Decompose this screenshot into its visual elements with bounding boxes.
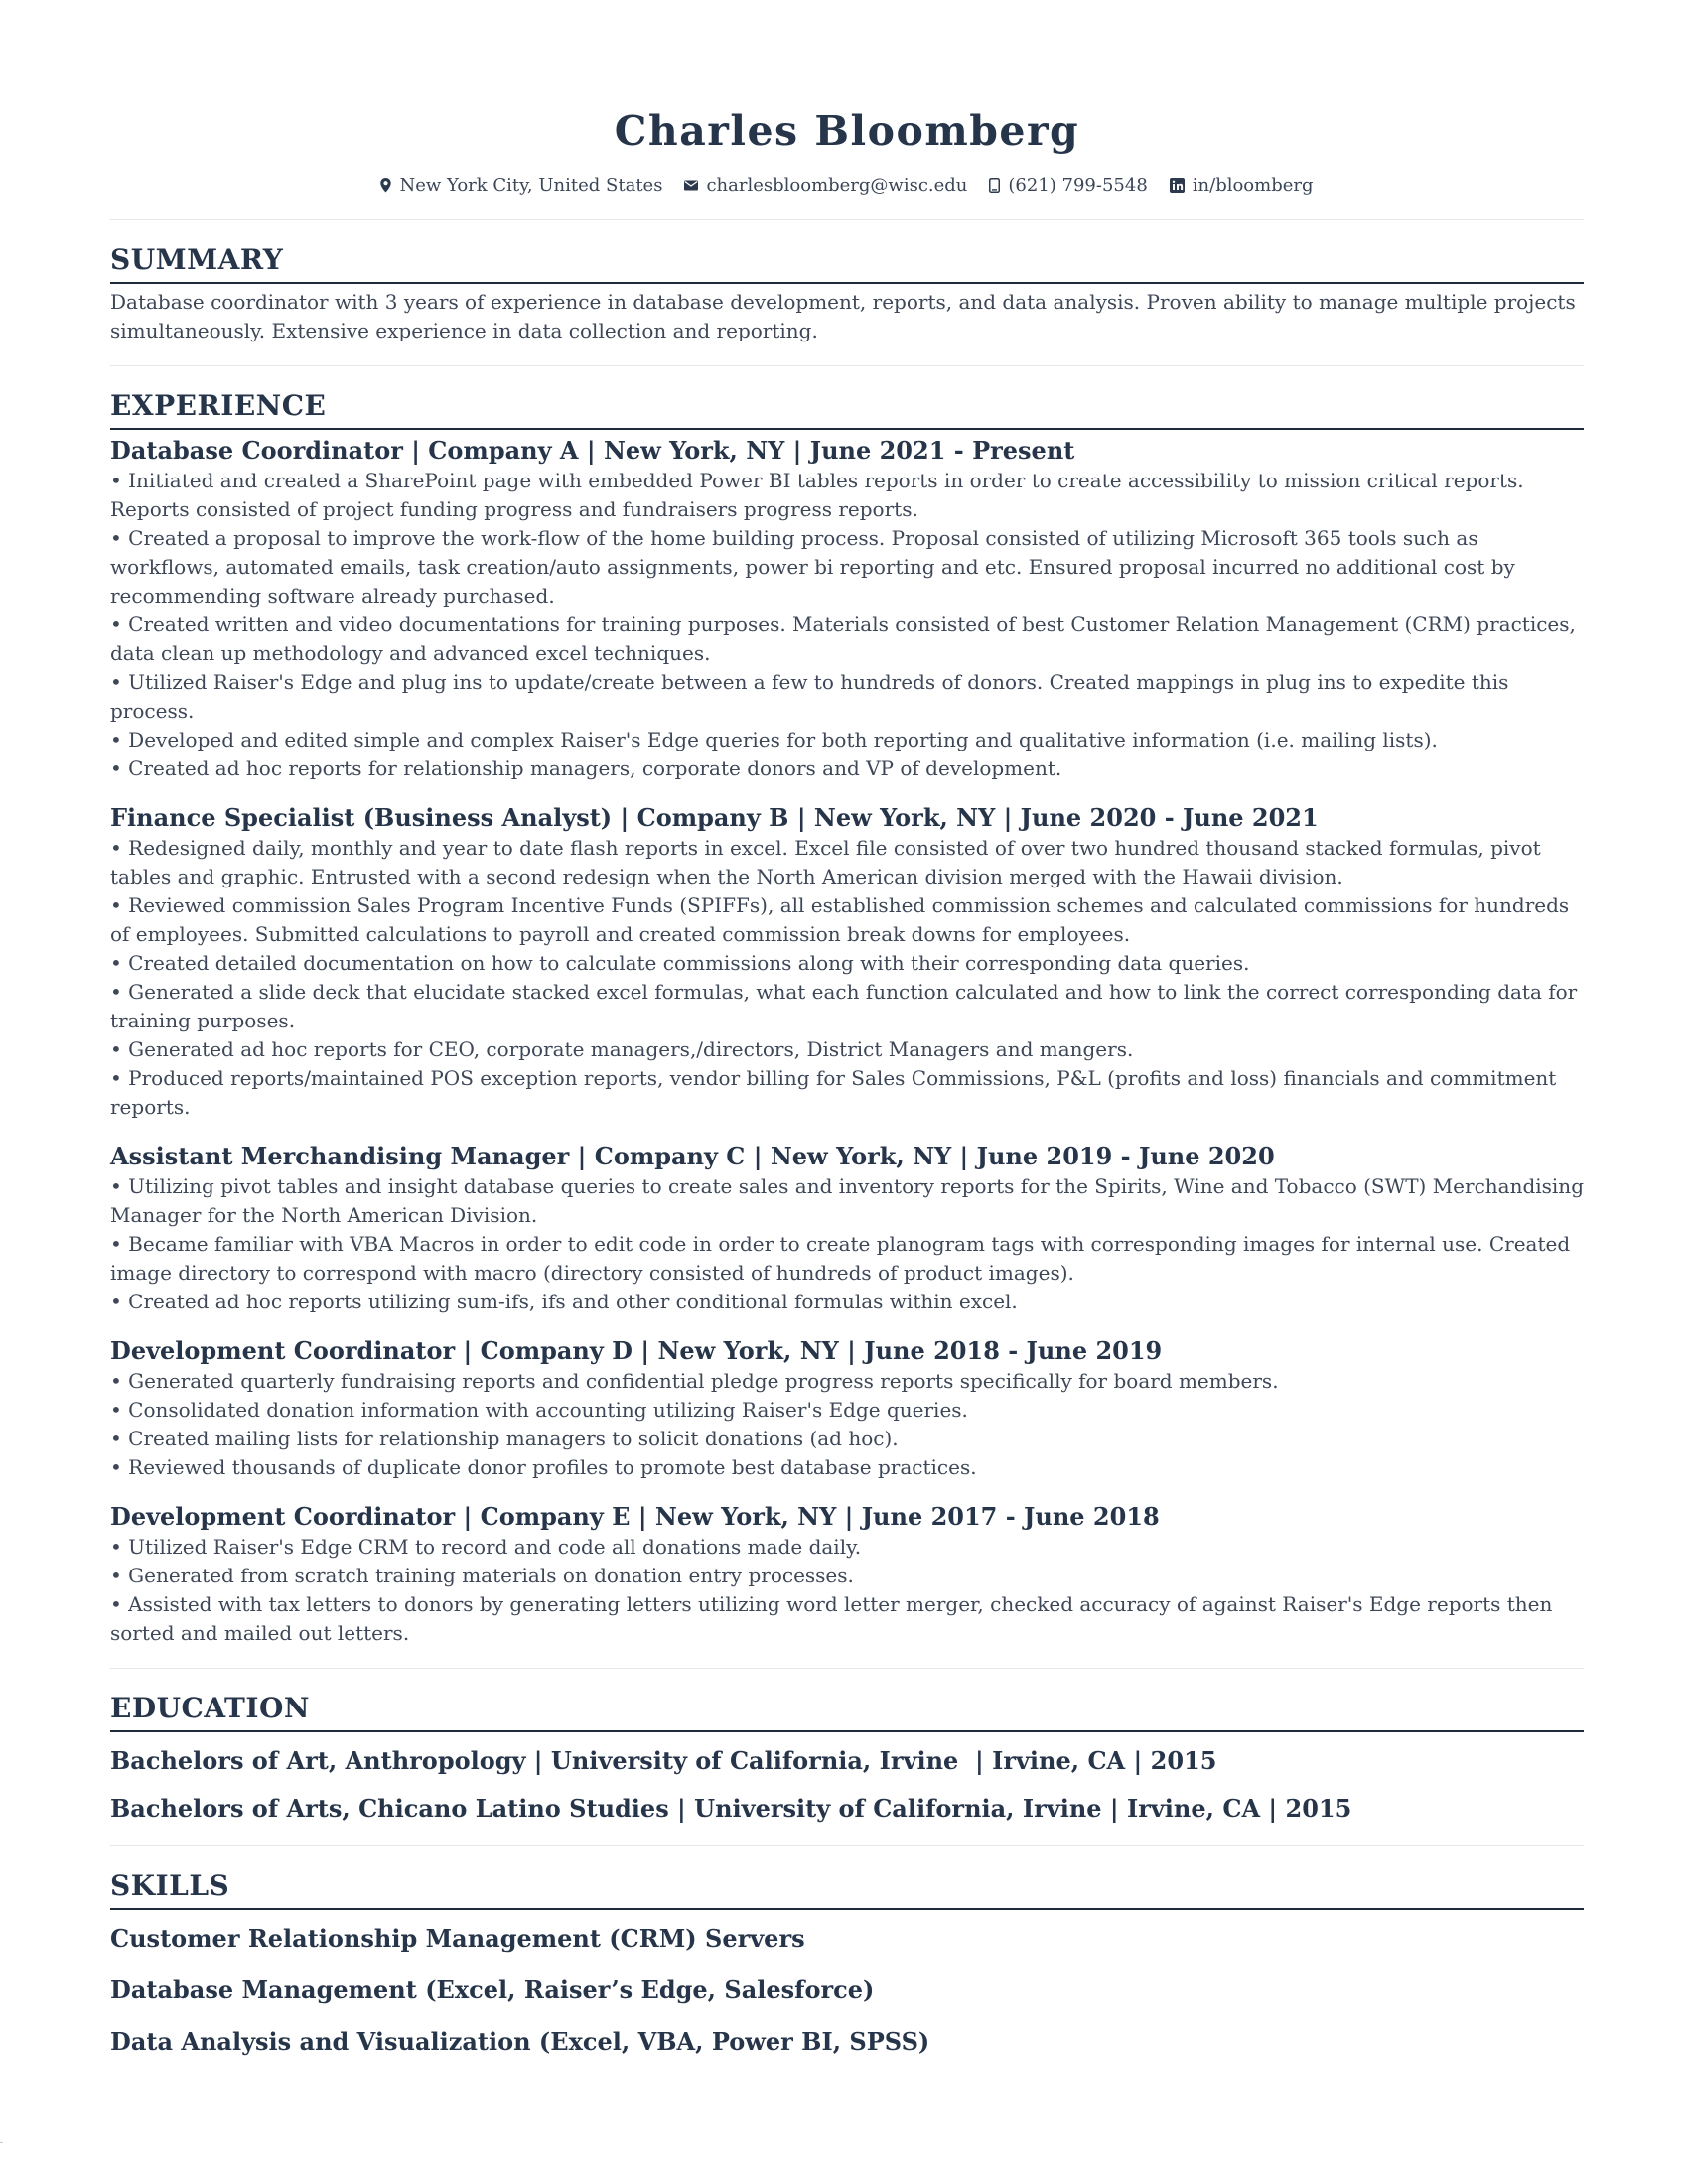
summary-text: Database coordinator with 3 years of experience in database development, reports, and data analysis. Proven ability to manage multiple projects simultaneously. Extensive experience in data collection and reporting. (110, 290, 1576, 342)
job-entry (110, 1140, 1584, 1316)
education-entry: Bachelors of Arts, Chicano Latino Studies | University of California, Irvine | Irvine, CA | 2015 (110, 1794, 1352, 1823)
job-bullet: • Initiated and created a SharePoint page with embedded Power BI tables reports in order to create accessibility to mission critical reports. Reports consisted of project funding progress and fundraisers progress reports. (110, 469, 1524, 521)
job-title: Development Coordinator | Company E | New York, NY | June 2017 - June 2018 (110, 1502, 1160, 1531)
skill-item: Data Analysis and Visualization (Excel, VBA, Power BI, SPSS) (110, 2027, 930, 2056)
phone-text[interactable]: (621) 799-5548 (1008, 175, 1148, 196)
job-bullet: • Created detailed documentation on how to calculate commissions along with their corresponding data queries. (110, 951, 1250, 975)
email-icon (684, 180, 698, 191)
job-entry (110, 1500, 1584, 1648)
job-bullet: • Became familiar with VBA Macros in order to edit code in order to create planogram tags with corresponding images for internal use. Created image directory to correspond with macro (directory consisted of hundreds of product images). (110, 1232, 1571, 1285)
job-bullet: • Utilized Raiser's Edge CRM to record and code all donations made daily. (110, 1535, 862, 1559)
job-entry (110, 801, 1584, 1122)
skill-item: Customer Relationship Management (CRM) Servers (110, 1924, 805, 1953)
location-pin-icon (380, 178, 391, 193)
skills-section (110, 1866, 1584, 2059)
contact-email[interactable] (684, 175, 967, 196)
summary-heading: SUMMARY (110, 240, 1584, 284)
experience-heading: EXPERIENCE (110, 386, 1584, 430)
job-entry (110, 1334, 1584, 1482)
skills-heading: SKILLS (110, 1866, 1584, 1910)
job-title: Development Coordinator | Company D | New York, NY | June 2018 - June 2019 (110, 1336, 1163, 1365)
skill-item: Database Management (Excel, Raiser’s Edge, Salesforce) (110, 1976, 875, 2004)
job-bullets (110, 1367, 1584, 1482)
job-bullet: • Created ad hoc reports utilizing sum-ifs, ifs and other conditional formulas within excel. (110, 1290, 1018, 1313)
job-bullet: • Reviewed thousands of duplicate donor profiles to promote best database practices. (110, 1455, 977, 1479)
job-bullets (110, 1533, 1584, 1648)
linkedin-icon (1170, 178, 1185, 193)
section-divider (110, 1668, 1584, 1669)
header-divider (110, 219, 1584, 220)
email-link[interactable]: charlesbloomberg@wisc.edu (706, 175, 968, 196)
job-bullet: • Created a proposal to improve the work-flow of the home building process. Proposal consisted of utilizing Microsoft 365 tools such as workflows, automated emails, task creation/auto assignments, power bi reporting and etc. Ensured proposal incurred no additional cost by recommending software already purchased. (110, 526, 1515, 608)
education-heading: EDUCATION (110, 1689, 1584, 1732)
job-title: Finance Specialist (Business Analyst) | Company B | New York, NY | June 2020 - June 2021 (110, 803, 1319, 832)
job-bullet: • Generated quarterly fundraising reports and confidential pledge progress reports specifically for board members. (110, 1369, 1279, 1393)
job-bullet: • Created mailing lists for relationship managers to solicit donations (ad hoc). (110, 1427, 899, 1450)
resume-content (110, 99, 1584, 2059)
job-bullet: • Redesigned daily, monthly and year to date flash reports in excel. Excel file consisted of over two hundred thousand stacked formulas, pivot tables and graphic. Entrusted with a second redesign when the North American division merged with the Hawaii division. (110, 836, 1541, 888)
location-text: New York City, United States (399, 175, 663, 196)
contact-phone[interactable] (989, 175, 1147, 196)
edge-mark (0, 2142, 3, 2143)
job-bullet: • Reviewed commission Sales Program Incentive Funds (SPIFFs), all established commission schemes and calculated commissions for hundreds of employees. Submitted calculations to payroll and created commission break downs for employees. (110, 893, 1570, 946)
contact-location (380, 175, 662, 196)
education-section (110, 1689, 1584, 1826)
job-bullet: • Utilizing pivot tables and insight database queries to create sales and inventory reports for the Spirits, Wine and Tobacco (SWT) Merchandising Manager for the North American Division. (110, 1174, 1584, 1227)
job-bullet: • Created written and video documentations for training purposes. Materials consisted of best Customer Relation Management (CRM) practices, data clean up methodology and advanced excel techniques. (110, 613, 1576, 665)
contact-linkedin[interactable] (1170, 175, 1314, 196)
experience-section (110, 386, 1584, 1648)
job-bullet: • Assisted with tax letters to donors by generating letters utilizing word letter merger, checked accuracy of against Raiser's Edge reports then sorted and mailed out letters. (110, 1592, 1553, 1645)
linkedin-link[interactable]: in/bloomberg (1192, 175, 1314, 196)
job-bullet: • Developed and edited simple and complex Raiser's Edge queries for both reporting and qualitative information (i.e. mailing lists). (110, 728, 1438, 751)
contact-bar (110, 175, 1584, 196)
job-bullets (110, 1172, 1584, 1316)
phone-icon (989, 178, 1000, 193)
job-bullet: • Utilized Raiser's Edge and plug ins to update/create between a few to hundreds of donors. Created mappings in plug ins to expedite this process. (110, 670, 1509, 723)
job-bullets (110, 467, 1584, 783)
job-bullet: • Created ad hoc reports for relationship managers, corporate donors and VP of development. (110, 756, 1062, 780)
job-bullet: • Generated ad hoc reports for CEO, corporate managers,/directors, District Managers and mangers. (110, 1037, 1134, 1061)
job-bullet: • Generated from scratch training materials on donation entry processes. (110, 1564, 854, 1587)
job-bullet: • Consolidated donation information with accounting utilizing Raiser's Edge queries. (110, 1398, 968, 1422)
section-divider (110, 365, 1584, 366)
education-entry: Bachelors of Art, Anthropology | University of California, Irvine | Irvine, CA | 2015 (110, 1746, 1217, 1775)
job-bullets (110, 834, 1584, 1122)
section-divider (110, 1845, 1584, 1846)
candidate-name: Charles Bloomberg (614, 107, 1080, 155)
job-title: Database Coordinator | Company A | New York, NY | June 2021 - Present (110, 436, 1075, 465)
job-bullet: • Produced reports/maintained POS exception reports, vendor billing for Sales Commissions, P&L (profits and loss) financials and commitment reports. (110, 1066, 1557, 1119)
job-title: Assistant Merchandising Manager | Company C | New York, NY | June 2019 - June 2020 (110, 1142, 1275, 1170)
job-bullet: • Generated a slide deck that elucidate stacked excel formulas, what each function calculated and how to link the correct corresponding data for training purposes. (110, 980, 1578, 1032)
summary-section (110, 240, 1584, 345)
job-entry (110, 434, 1584, 783)
